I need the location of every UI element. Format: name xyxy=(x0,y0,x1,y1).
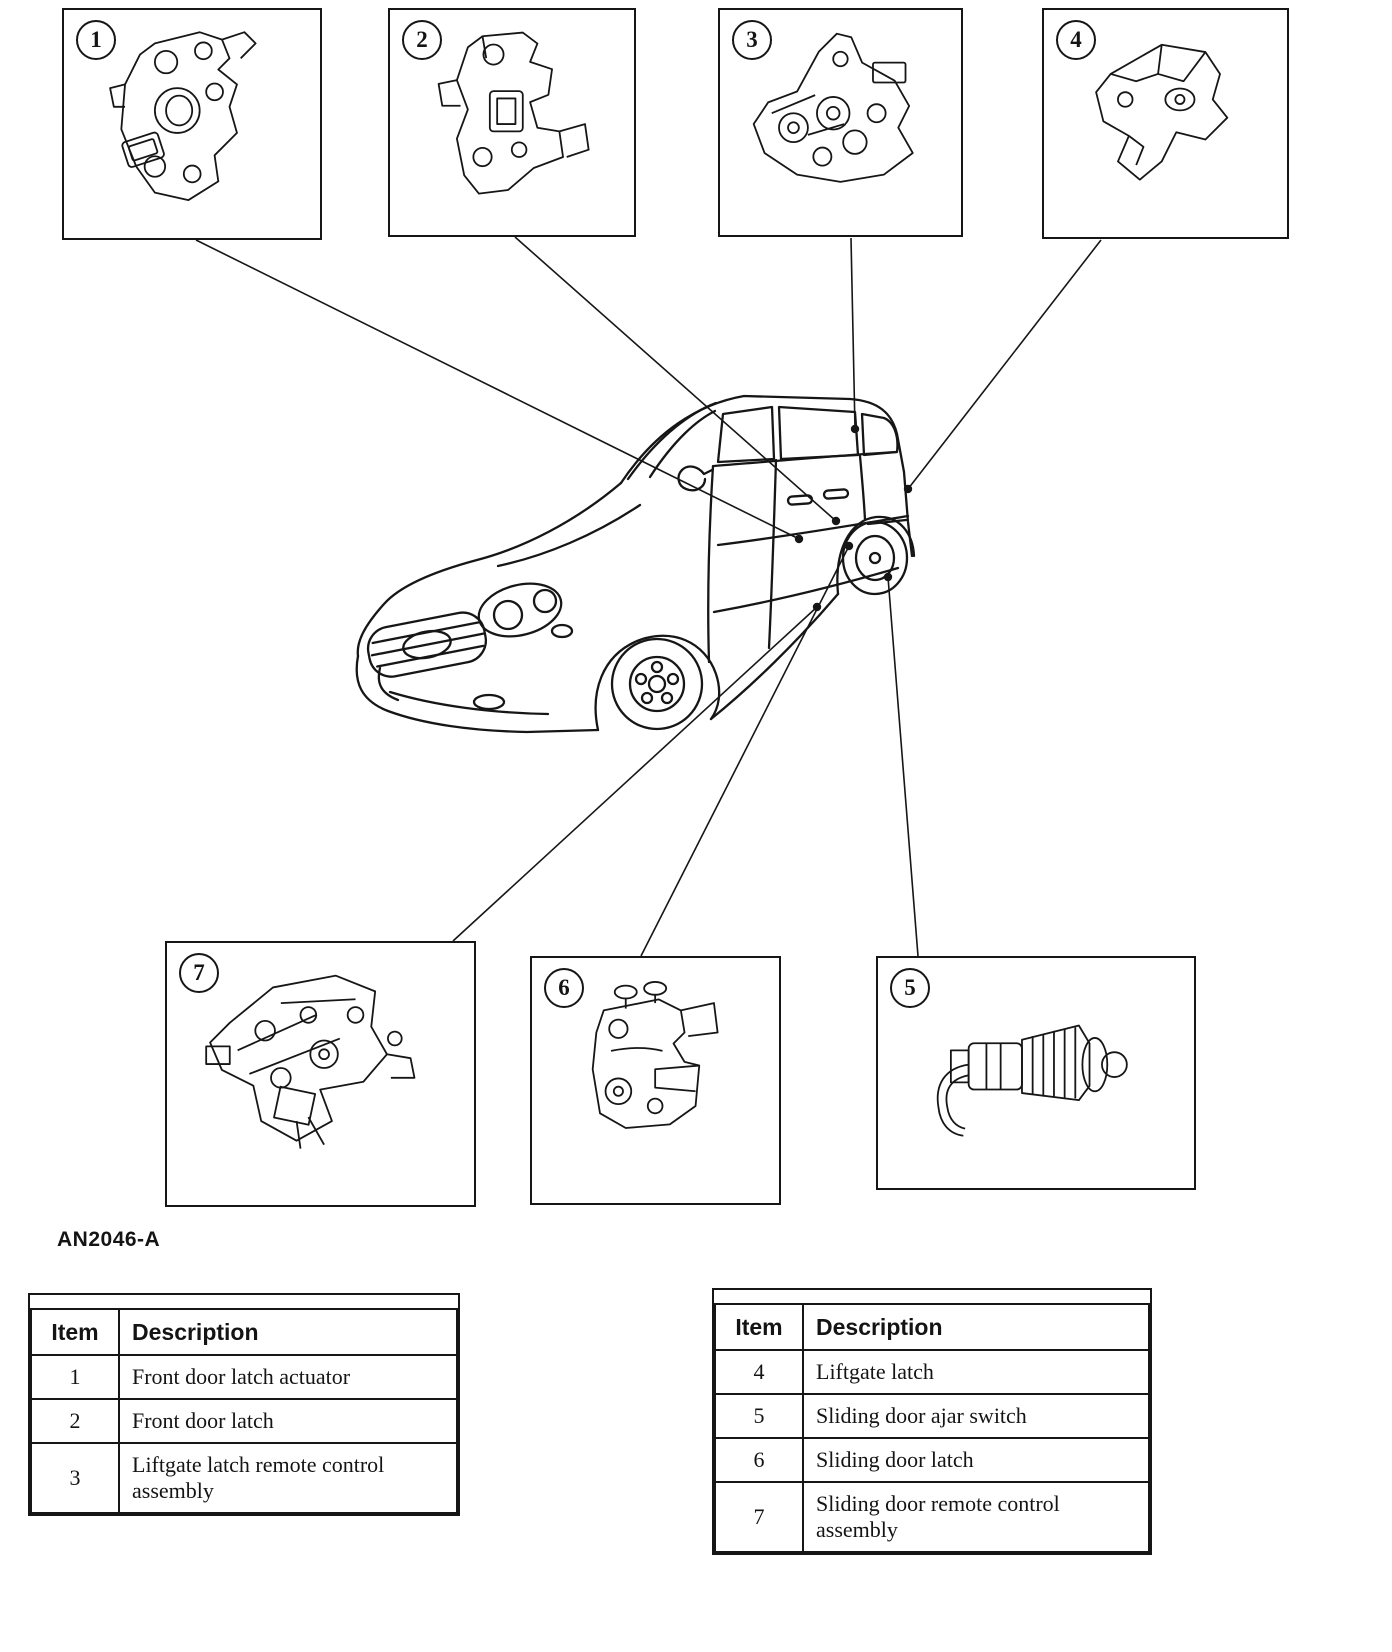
description-cell: Front door latch xyxy=(119,1399,457,1443)
sliding-door-ajar-switch-drawing xyxy=(894,970,1178,1177)
callout-number: 2 xyxy=(416,27,428,52)
item-cell: 5 xyxy=(715,1394,803,1438)
parts-table-left xyxy=(28,1293,460,1516)
parts-table-right xyxy=(712,1288,1152,1555)
table-row xyxy=(715,1482,1149,1552)
callout-number: 1 xyxy=(90,27,102,52)
callout-number: 4 xyxy=(1070,27,1082,52)
vehicle-outline-drawing xyxy=(357,396,914,732)
callout-box-2 xyxy=(388,8,636,237)
item-cell: 1 xyxy=(31,1355,119,1399)
callout-box-6 xyxy=(530,956,781,1205)
callout-number-badge xyxy=(179,953,219,993)
description-cell: Liftgate latch remote control assembly xyxy=(119,1443,457,1513)
item-header-cell: Item xyxy=(31,1309,119,1355)
callout-number-badge xyxy=(544,968,584,1008)
table-header-row xyxy=(31,1309,457,1355)
description-cell: Liftgate latch xyxy=(803,1350,1149,1394)
table-row xyxy=(31,1443,457,1513)
callout-box-7 xyxy=(165,941,476,1207)
description-cell: Sliding door ajar switch xyxy=(803,1394,1149,1438)
item-cell: 4 xyxy=(715,1350,803,1394)
item-cell: 7 xyxy=(715,1482,803,1552)
table-row xyxy=(715,1438,1149,1482)
description-cell: Sliding door remote control assembly xyxy=(803,1482,1149,1552)
description-cell: Front door latch actuator xyxy=(119,1355,457,1399)
leader-lines xyxy=(196,237,1101,956)
callout-number: 5 xyxy=(904,975,916,1000)
callout-number-badge xyxy=(402,20,442,60)
figure-code-label: AN2046-A xyxy=(57,1228,161,1251)
callout-box-5 xyxy=(876,956,1196,1190)
table-header-row xyxy=(715,1304,1149,1350)
item-cell: 2 xyxy=(31,1399,119,1443)
table-row xyxy=(31,1355,457,1399)
callout-number: 7 xyxy=(193,960,205,985)
callout-box-1 xyxy=(62,8,322,240)
item-cell: 6 xyxy=(715,1438,803,1482)
callout-box-3 xyxy=(718,8,963,237)
item-header-cell: Item xyxy=(715,1304,803,1350)
table-row xyxy=(31,1399,457,1443)
item-cell: 3 xyxy=(31,1443,119,1513)
callout-number: 6 xyxy=(558,975,570,1000)
callout-number-badge xyxy=(890,968,930,1008)
callout-number-badge xyxy=(732,20,772,60)
description-header-cell: Description xyxy=(119,1309,457,1355)
table-row xyxy=(715,1350,1149,1394)
callout-number: 3 xyxy=(746,27,758,52)
callout-number-badge xyxy=(1056,20,1096,60)
description-header-cell: Description xyxy=(803,1304,1149,1350)
callout-box-4 xyxy=(1042,8,1289,239)
callout-number-badge xyxy=(76,20,116,60)
sliding-door-remote-control-drawing xyxy=(182,956,458,1192)
table-row xyxy=(715,1394,1149,1438)
description-cell: Sliding door latch xyxy=(803,1438,1149,1482)
sliding-door-latch-drawing xyxy=(544,970,766,1191)
